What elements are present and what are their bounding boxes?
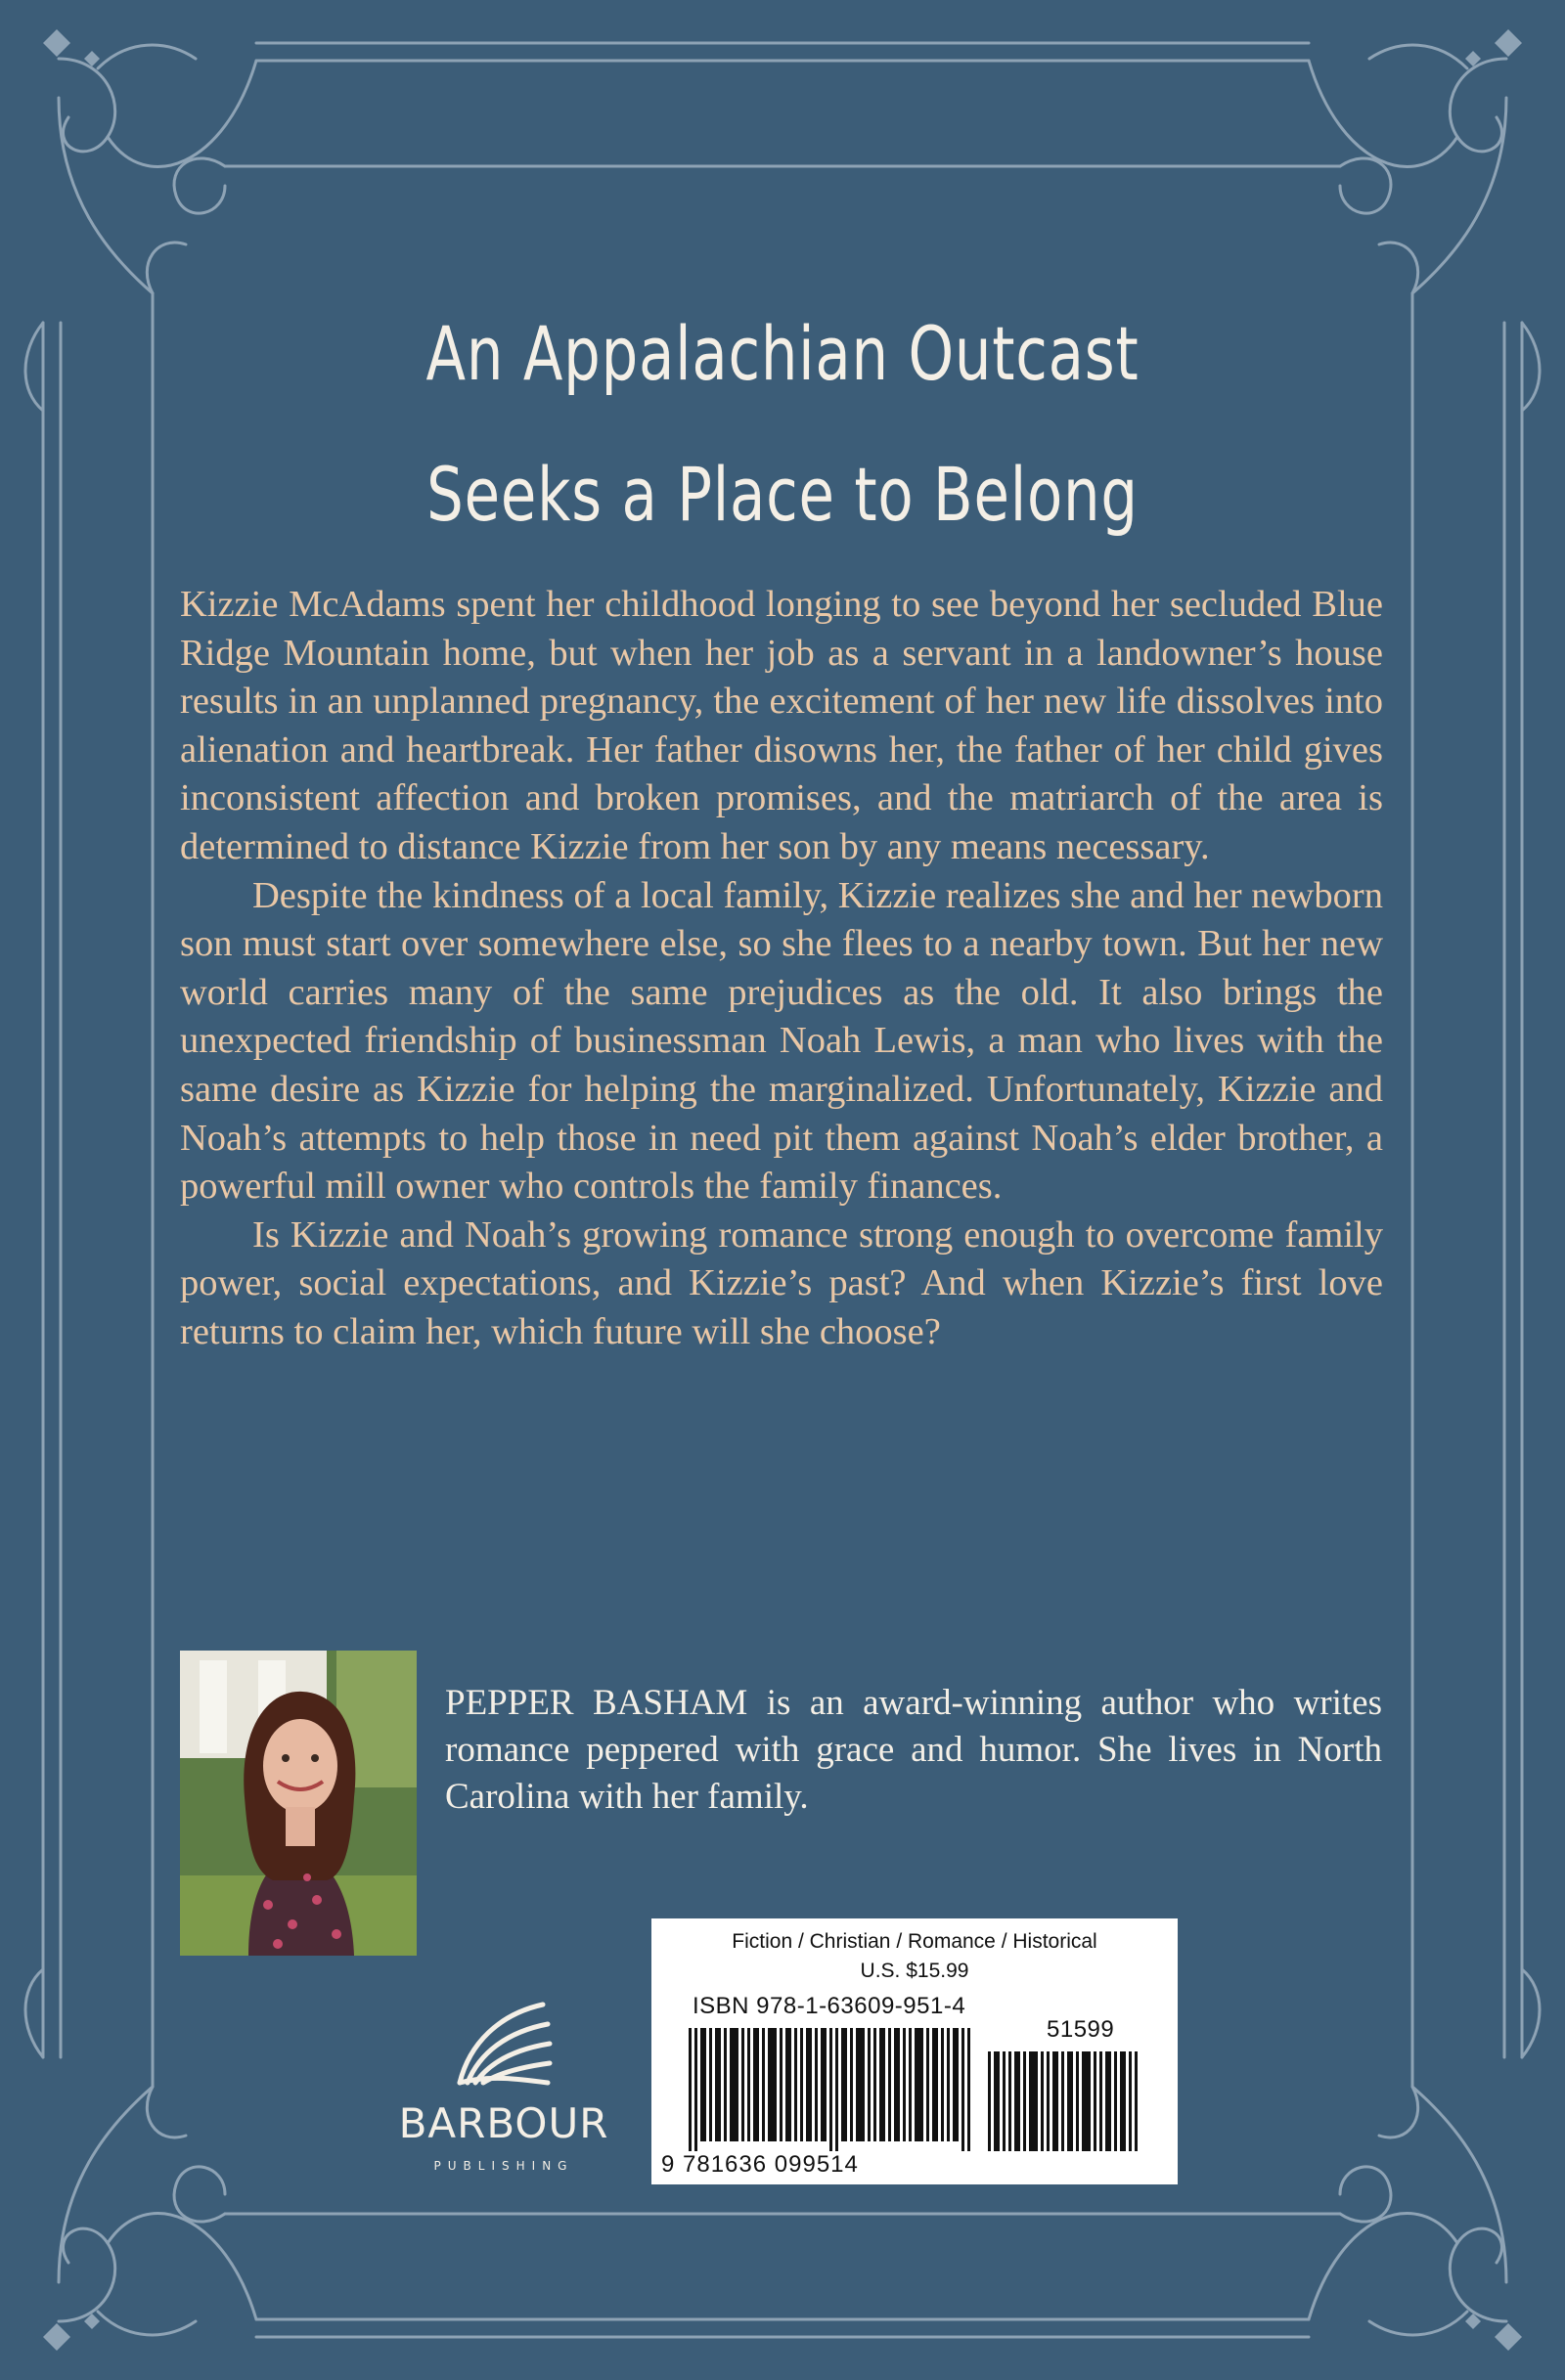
publisher-subtitle: PUBLISHING — [433, 2159, 574, 2173]
book-blurb — [180, 581, 1383, 1357]
book-pages-icon — [362, 1985, 646, 2093]
back-cover-headline — [172, 284, 1393, 565]
price-addon-code: 51599 — [1047, 2016, 1115, 2043]
publisher-name: BARBOUR — [398, 2099, 609, 2147]
book-category: Fiction / Christian / Romance / Historical — [732, 1930, 1097, 1953]
barcode-digits: 9 781636 099514 — [661, 2151, 859, 2178]
blurb-paragraph-1: Kizzie McAdams spent her childhood longing to see beyond her secluded Blue Ridge Mountain home, but when her job as a servant in a landowner’s house results in an unplanned pregnancy, the excitement of her new life dissolves into alienation and heartbreak. Her father disowns her, the father of her child gives inconsistent affection and broken promises, and the matriarch of the area is determined to distance Kizzie from her son by any means necessary. — [180, 584, 1383, 867]
isbn-number: ISBN 978-1-63609-951-4 — [693, 1993, 966, 2019]
headline-line-2: Seeks a Place to Belong — [426, 451, 1139, 538]
author-bio: PEPPER BASHAM is an award-winning author who writes romance peppered with grace and humor. She lives in North Carolina with her family. — [445, 1683, 1382, 1817]
headline-line-1: An Appalachian Outcast — [425, 310, 1140, 397]
book-price: U.S. $15.99 — [860, 1960, 969, 1982]
blurb-paragraph-3: Is Kizzie and Noah’s growing romance strong enough to overcome family power, social expectations, and Kizzie’s past? And when Kizzie’s first love returns to claim her, which future will she choose? — [180, 1213, 1383, 1352]
barcode-bars — [689, 2018, 1150, 2151]
publisher-logo — [362, 1985, 646, 2181]
isbn-barcode-label — [651, 1918, 1178, 2184]
blurb-paragraph-2: Despite the kindness of a local family, Kizzie realizes she and her newborn son must start over somewhere else, so she flees to a nearby town. But her new world carries many of the same prejudices as the old. It also brings the unexpected friendship of businessman Noah Lewis, a man who lives with the same desire as Kizzie for helping the marginalized. Unfortunately, Kizzie and Noah’s attempts to help those in need pit them against Noah’s elder brother, a powerful mill owner who controls the family finances. — [180, 874, 1383, 1208]
author-photo — [180, 1651, 417, 1956]
